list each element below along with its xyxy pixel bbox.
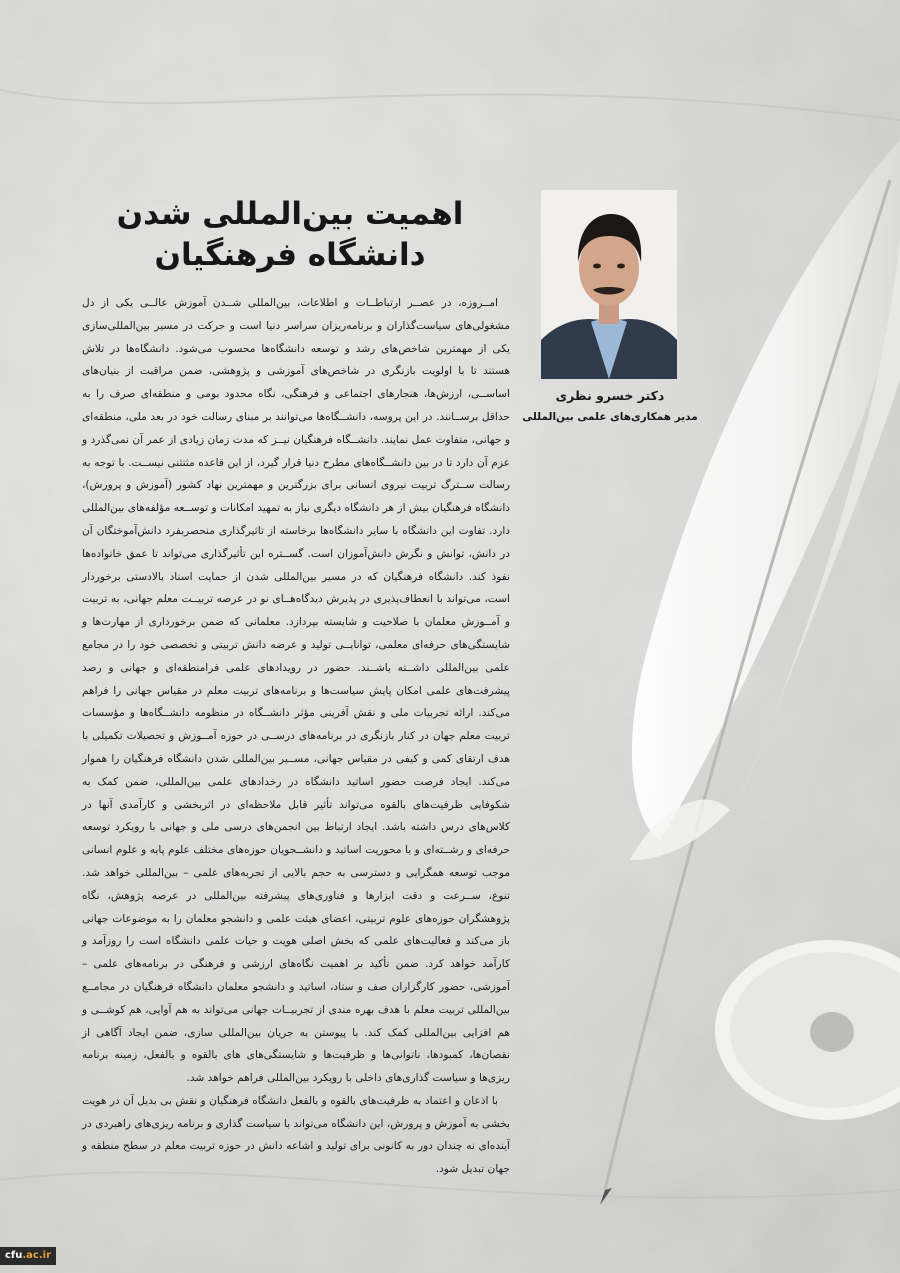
site-badge-domain: .ac.ir bbox=[22, 1250, 52, 1261]
site-badge-main: cfu bbox=[4, 1250, 23, 1261]
portrait-illustration bbox=[541, 190, 677, 379]
author-role: مدیر همکاری‌های علمی بین‌المللی bbox=[522, 411, 698, 423]
article-body bbox=[82, 292, 510, 1181]
inkpot-image bbox=[700, 920, 900, 1120]
article-title-line-1: اهمیت بین‌المللی شدن bbox=[116, 196, 464, 232]
author-name: دکتر خسرو نظری bbox=[555, 388, 665, 403]
site-badge bbox=[0, 1247, 56, 1265]
article-title-line-2: دانشگاه فرهنگیان bbox=[154, 237, 426, 273]
article-paragraph: امــروزه، در عصــر ارتباطــات و اطلاعات، بین‌المللی شــدن آموزش عالــی یکی از دل مشغولی‌های سیاست‌گذاران و برنامه‌ریزان سراسر دنیا است و حرکت در مسیر بین‌المللی‌سازی یکی از مهمترین شاخص‌های رشد و توسعه دانشگاه‌ها محسوب می‌شود. دانشگاه‌ها در تلاش هستند تا با اولویت بازنگری در شاخص‌های آموزشی و پژوهشی، ضمن مراقبت از بنیان‌های اساســی، ارزش‌ها، هنجارهای اجتماعی و فرهنگی، نگاه محدود بومی و منطقه‌ای صرف را به حداقل برســانند. در این پروسه، دانشــگاه‌ها می‌توانند بر مبنای رسالت خود در بعد ملی، منطقه‌ای و جهانی، متفاوت عمل نمایند. دانشــگاه فرهنگیان نیــز که مدت زمان زیادی از عمر آن نمی‌گذرد و عزم آن دارد تا در بین دانشــگاه‌های مطرح دنیا قرار گیرد، از این قاعده مثتثنی نیســت. با توجه به رسالت ســترگ تربیت نیروی انسانی برای بزرگترین و مهمترین نهاد کشور (آموزش و پرورش)، دانشگاه فرهنگیان بیش از هر دانشگاه دیگری نیاز به تمهید امکانات و توســعه مؤلفه‌های بین‌المللی دارد. تفاوت این دانشگاه با سایر دانشگاه‌ها برخاسته از تاثیرگذاری منحصربفرد دانش‌آموختگان آن در دانش، توانش و نگرش دانش‌آموزان است. گســتره این تأثیرگذاری می‌تواند تا عمق خانواده‌ها نفوذ کند. دانشگاه فرهنگیان که در مسیر بین‌المللی شدن از حمایت اسناد بالادستی برخوردار است، می‌تواند با انعطاف‌پذیری در پذیرش دیدگاه‌هــای نو در عرصه تربیــت معلم جهانی، به تربیت و آمــوزش معلمان با صلاحیت و شایسته بپردازد. معلمانی که ضمن برخورداری از مهارت‌ها و شایستگی‌های حرفه‌ای معلمی، توانایــی تولید و عرضه دانش تربیتی و تخصصی خود را در مجامع علمی بین‌المللی داشــته باشــند. حضور در رویدادهای علمی فرامنطقه‌ای و جهانی و رصد پیشرفت‌های علمی امکان پایش سیاست‌ها و برنامه‌های تربیت معلم در مقیاس جهانی را فراهم می‌کند. ارائه تجربیات ملی و نقش آفرینی مؤثر دانشــگاه در منظومه دانشــگاه‌ها و مؤسسات تربیت معلم جهان در کنار بازنگری در برنامه‌های درســی در حوزه آمــوزش و تحصیلات تکمیلی با هدف ارتقای کمی و کیفی در مقیاس جهانی، مســیر بین‌المللی شدن دانشگاه فرهنگیان را هموار می‌کند. ایجاد فرصت حضور اساتید دانشگاه در رخدادهای علمی بین‌المللی، ضمن کمک به شکوفایی ظرفیت‌های بالقوه می‌تواند تأثیر قابل ملاحظه‌ای در اثربخشی و کارآمدی آنها در کلاس‌های درس داشته باشد. ایجاد ارتباط بین انجمن‌های درسی ملی و جهانی با رویکرد توسعه حرفه‌ای و رشــته‌ای و با محوریت اساتید و دانشــجویان حوزه‌های مختلف علوم پایه و علوم انسانی موجب توسعه همگرایی و دسترسی به حجم بالایی از تجربه‌های علمی – بین‌المللی خواهد شد. تنوع، ســرعت و دقت ابزارها و فناوری‌های پیشرفته بین‌المللی در عرصه پژوهش، نگاه پژوهشگران حوزه‌های علوم تربیتی، اعضای هیئت علمی و دانشجو معلمان را به موضوعات جهانی باز می‌کند و فعالیت‌های علمی که بخش اصلی هویت و حیات علمی دانشگاه است را روزآمد و کارآمد خواهد کرد. ضمن تأکید بر اهمیت نگاه‌های ارزشی و فرهنگی در برنامه‌های علمی – آموزشی، حضور کارگزاران صف و ستاد، اساتید و دانشجو معلمان دانشگاه فرهنگیان در مجامــع بین‌المللی تربیت معلم با هدف بهره مندی از تجربیــات جهانی می‌تواند به هم آوایی، هم کوشــی و هم افزایی بین‌المللی کمک کند. با پیوستن به جریان بین‌المللی سازی، ضمن ایجاد آگاهی از نقصان‌ها، کمبودها، ناتوانی‌ها و ظرفیت‌ها و شایستگی‌های های بالقوه و بالفعل، زمینه برنامه ریزی‌ها و سیاست گذاری‌های داخلی با رویکرد بین‌المللی فراهم خواهد شد. bbox=[82, 297, 510, 1085]
author-photo bbox=[541, 190, 677, 379]
article-paragraph: با اذعان و اعتماد به ظرفیت‌های بالقوه و بالفعل دانشگاه فرهنگیان و نقش بی بدیل آن در هویت بخشی به آموزش و پرورش، این دانشگاه می‌تواند با سیاست گذاری و برنامه ریزی‌های راهبردی در آینده‌ای نه چندان دور به کانونی برای تولید و اشاعه دانش در حوزه تربیت معلم در سطح منطقه و جهان تبدیل شود. bbox=[82, 1094, 510, 1176]
